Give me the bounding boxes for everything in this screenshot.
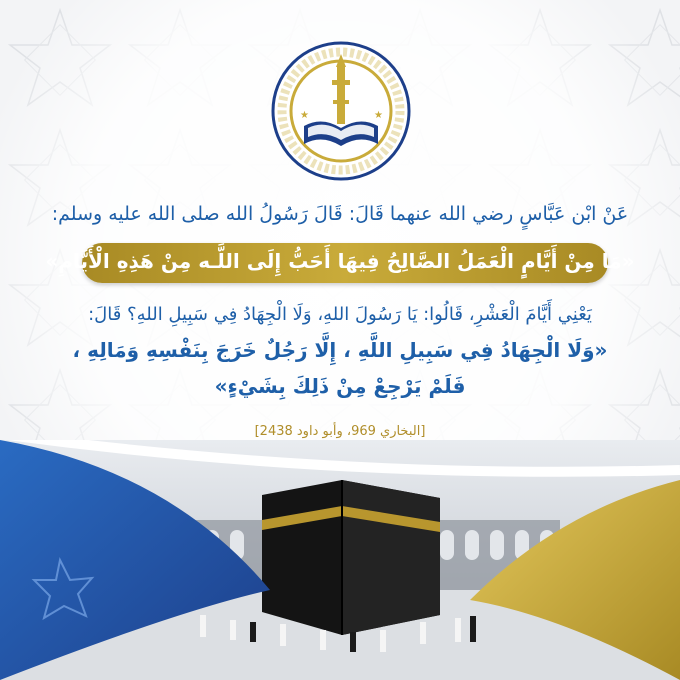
quote-line-2: فَلَمْ يَرْجِعْ مِنْ ذَلِكَ بِشَيْءٍ» — [214, 374, 466, 398]
kaaba-photo — [0, 440, 680, 680]
citation: [البخاري 969، وأبو داود 2438] — [254, 424, 426, 439]
intro-line: عَنْ ابْن عَبَّاسٍ رضي الله عنهما قَالَ: قَالَ رَسُولُ الله صلى الله عليه وسلم: — [51, 203, 629, 225]
quote-line-1: «وَلَا الْجِهَادُ فِي سَبِيلِ اللَّهِ ، إِلَّا رَجُلٌ خَرَجَ بِنَفْسِهِ وَمَالِهِ ، — [72, 338, 608, 362]
svg-text:★: ★ — [300, 110, 309, 121]
ministry-logo — [270, 40, 412, 182]
hadith-main-text: «مَا مِنْ أَيَّامٍ الْعَمَلُ الصَّالِحُ فِيهَا أَحَبُّ إِلَى اللَّـه مِنْ هَذِهِ الْأَيَّامِ» — [45, 249, 635, 273]
svg-text:★: ★ — [374, 110, 383, 121]
explanation-line: يَعْنِي أَيَّامَ الْعَشْرِ، قَالُوا: يَا رَسُولَ اللهِ، وَلَا الْجِهَادُ فِي سَبِيلِ اللهِ؟ قَالَ: — [88, 304, 592, 325]
